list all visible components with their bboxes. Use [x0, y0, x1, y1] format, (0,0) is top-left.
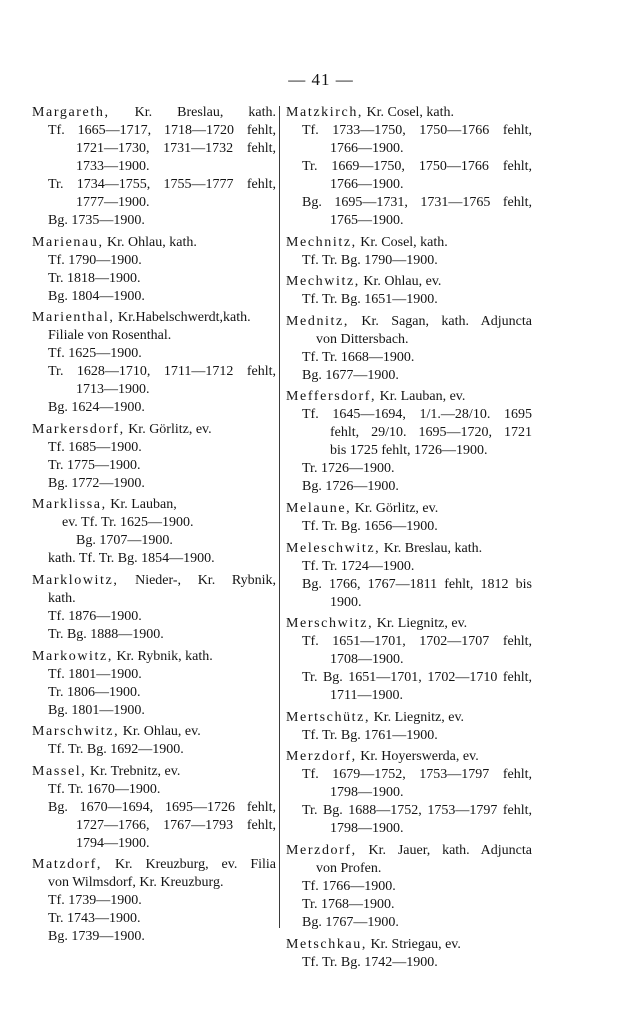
register-entry [32, 496, 276, 568]
entry-line: Tf. 1679—1752, 1753—1797 fehlt, [302, 767, 532, 783]
entry-heading-text: Kr. Breslau, kath. [383, 540, 483, 556]
entry-heading-text: Kr. Rybnik, kath. [116, 648, 213, 664]
entry-heading-text: Kr. Jauer, kath. Adjuncta [368, 842, 532, 858]
entry-heading-text: Nieder-, Kr. Rybnik, [135, 572, 277, 588]
register-entry [286, 709, 532, 745]
entry-line: Tr. 1743—1900. [48, 911, 141, 927]
register-entry [32, 421, 276, 493]
place-name: Merschwitz, [286, 616, 374, 632]
entry-heading-text: Kr. Liegnitz, ev. [376, 616, 468, 632]
entry-line: Tr. 1628—1710, 1711—1712 fehlt, [48, 364, 276, 380]
entry-line: Tf. Tr. 1670—1900. [48, 781, 161, 797]
entry-line: Tf. 1801—1900. [48, 666, 142, 682]
register-entry [286, 388, 532, 496]
entry-line: von Dittersbach. [316, 331, 409, 347]
entry-heading-text: Kr. Cosel, kath. [366, 105, 455, 120]
entry-line: Tf. 1790—1900. [48, 252, 142, 268]
entry-line: Bg. 1767—1900. [302, 914, 399, 930]
entry-line: Tr. 1734—1755, 1755—1777 fehlt, [48, 177, 276, 192]
entry-line: 1798—1900. [330, 785, 404, 801]
entry-line: Bg. 1695—1731, 1731—1765 fehlt, [302, 195, 532, 210]
place-name: Markowitz, [32, 648, 113, 664]
place-name: Meleschwitz, [286, 540, 381, 556]
place-name: Marschwitz, [32, 724, 120, 740]
entry-line: Tr. 1768—1900. [302, 896, 395, 912]
entry-line: Bg. 1670—1694, 1695—1726 fehlt, [48, 799, 276, 815]
place-name: Merzdorf, [286, 749, 357, 765]
entry-heading [32, 234, 276, 252]
register-entry [286, 748, 532, 838]
register-entry [32, 309, 276, 417]
entry-line: 1721—1730, 1731—1732 fehlt, [76, 141, 276, 156]
entry-line: Bg. 1804—1900. [48, 288, 145, 304]
entry-line: Tf. 1685—1900. [48, 439, 142, 455]
entry-heading [286, 842, 532, 860]
entry-line: 1713—1900. [76, 382, 150, 398]
place-name: Marienau, [32, 234, 104, 250]
entry-line: Bg. 1624—1900. [48, 400, 145, 416]
entry-heading-text: Kr. Liegnitz, ev. [373, 709, 465, 725]
entry-line: Bg. 1707—1900. [76, 533, 173, 549]
entry-line: Tf. 1739—1900. [48, 893, 142, 909]
entry-line: Tf. 1645—1694, 1/1.—28/10. 1695 [302, 407, 532, 423]
entry-line: Tf. 1733—1750, 1750—1766 fehlt, [302, 123, 532, 138]
entry-heading-text: Kr. Ohlau, ev. [122, 724, 201, 740]
register-entry [32, 648, 276, 720]
entry-heading [286, 273, 532, 291]
entry-line: Tr. Bg. 1688—1752, 1753—1797 fehlt, [302, 803, 532, 819]
entry-line: Tf. Tr. Bg. 1761—1900. [302, 727, 438, 743]
entry-line: 1765—1900. [330, 213, 404, 228]
entry-line: Bg. 1739—1900. [48, 929, 145, 945]
entry-line: Tr. Bg. 1651—1701, 1702—1710 fehlt, [302, 670, 532, 686]
entry-heading [32, 648, 276, 666]
entry-line: Tf. Tr. Bg. 1790—1900. [302, 252, 438, 268]
register-entry [286, 842, 532, 932]
entry-line: Tf. Tr. 1668—1900. [302, 349, 415, 365]
entry-line: Tf. Tr. Bg. 1742—1900. [302, 954, 438, 970]
place-name: Mednitz, [286, 313, 349, 329]
entry-heading [286, 234, 532, 252]
entry-heading-text: Kr. Görlitz, ev. [354, 500, 439, 516]
place-name: Melaune, [286, 500, 352, 516]
place-name: Matzkirch, [286, 105, 364, 120]
entry-heading-text: Kr. Striegau, ev. [370, 936, 461, 952]
register-entry [32, 234, 276, 306]
entry-line: Tr. 1806—1900. [48, 684, 141, 700]
register-entry [286, 936, 532, 972]
entry-line: von Profen. [316, 860, 382, 876]
place-name: Massel, [32, 763, 87, 779]
entry-line: Tr. Bg. 1888—1900. [48, 626, 164, 642]
entry-line: 1794—1900. [76, 835, 150, 851]
entry-line: Tf. 1625—1900. [48, 346, 142, 362]
entry-line: fehlt, 29/10. 1695—1720, 1721 [330, 425, 532, 441]
entry-line: 1711—1900. [330, 688, 403, 704]
entry-heading [32, 572, 276, 590]
entry-line: bis 1725 fehlt, 1726—1900. [330, 443, 488, 459]
place-name: Mechwitz, [286, 274, 360, 290]
entry-line: 1900. [330, 594, 362, 610]
entry-line: kath. Tf. Tr. Bg. 1854—1900. [48, 551, 215, 567]
entry-line: Filiale von Rosenthal. [48, 328, 172, 344]
entry-heading [286, 104, 532, 122]
register-entry [286, 104, 532, 230]
entry-line: Tr. 1726—1900. [302, 461, 395, 477]
register-entry [32, 856, 276, 946]
right-column [286, 104, 532, 975]
entry-line: Bg. 1677—1900. [302, 367, 399, 383]
place-name: Mechnitz, [286, 234, 357, 250]
place-name: Meffersdorf, [286, 389, 377, 405]
entry-line: Bg. 1726—1900. [302, 479, 399, 495]
entry-line: Tf. 1665—1717, 1718—1720 fehlt, [48, 123, 276, 138]
place-name: Marklissa, [32, 497, 107, 513]
left-column [32, 104, 276, 950]
entry-heading [286, 500, 532, 518]
entry-line: Bg. 1735—1900. [48, 213, 145, 228]
entry-heading-text: Kr. Kreuzburg, ev. Filia [114, 857, 276, 873]
entry-heading-text: Kr. Görlitz, ev. [128, 421, 212, 437]
place-name: Matzdorf, [32, 857, 102, 873]
entry-heading-text: Kr. Cosel, kath. [360, 234, 448, 250]
entry-line: 1708—1900. [330, 652, 404, 668]
register-entry [32, 572, 276, 644]
entry-heading-text: Kr. Ohlau, ev. [363, 274, 442, 290]
entry-line: von Wilmsdorf, Kr. Kreuzburg. [48, 875, 224, 891]
entry-line: 1777—1900. [76, 195, 150, 210]
entry-line: kath. [48, 590, 76, 606]
entry-line: Tf. Tr. Bg. 1692—1900. [48, 742, 184, 758]
entry-line: Bg. 1772—1900. [48, 475, 145, 491]
register-entry [286, 273, 532, 309]
entry-heading [32, 723, 276, 741]
entry-heading [286, 540, 532, 558]
place-name: Metschkau, [286, 936, 367, 952]
place-name: Markersdorf, [32, 421, 125, 437]
column-divider [279, 106, 280, 928]
entry-line: Tr. 1818—1900. [48, 270, 141, 286]
entry-heading [286, 748, 532, 766]
entry-line: Tf. Tr. Bg. 1651—1900. [302, 292, 438, 308]
page-number: — 41 — [288, 70, 354, 89]
place-name: Mertschütz, [286, 709, 371, 725]
entry-line: 1766—1900. [330, 177, 404, 192]
entry-heading [32, 421, 276, 439]
register-entry [286, 500, 532, 536]
register-entry [286, 313, 532, 385]
entry-line: Tf. 1876—1900. [48, 608, 142, 624]
entry-heading [286, 615, 532, 633]
entry-heading-text: Kr. Ohlau, kath. [107, 234, 197, 250]
entry-heading-text: Kr. Lauban, ev. [379, 389, 466, 405]
entry-heading [32, 309, 276, 327]
place-name: Merzdorf, [286, 842, 357, 858]
register-entry [32, 104, 276, 230]
entry-line: 1766—1900. [330, 141, 404, 156]
entry-line: Bg. 1766, 1767—1811 fehlt, 1812 bis [302, 576, 532, 592]
register-entry [32, 723, 276, 759]
entry-heading-text: Kr.Habelschwerdt,kath. [118, 310, 251, 326]
entry-heading [32, 104, 276, 122]
entry-heading-text: Kr. Breslau, kath. [134, 105, 277, 120]
entry-heading [286, 388, 532, 406]
entry-line: Tf. Tr. Bg. 1656—1900. [302, 518, 438, 534]
entry-line: 1798—1900. [330, 821, 404, 837]
entry-line: Bg. 1801—1900. [48, 702, 145, 718]
entry-heading [286, 709, 532, 727]
place-name: Marklowitz, [32, 572, 119, 588]
entry-line: Tf. Tr. 1724—1900. [302, 558, 415, 574]
entry-line: ev. Tf. Tr. 1625—1900. [62, 515, 194, 531]
entry-heading-text: Kr. Hoyerswerda, ev. [360, 749, 479, 765]
entry-line: Tf. 1651—1701, 1702—1707 fehlt, [302, 634, 532, 650]
entry-heading [286, 313, 532, 331]
entry-heading [32, 496, 276, 514]
entry-heading-text: Kr. Lauban, [110, 497, 177, 513]
register-entry [286, 540, 532, 612]
place-name: Margareth, [32, 105, 110, 120]
entry-heading-text: Kr. Trebnitz, ev. [89, 763, 181, 779]
entry-line: Tf. 1766—1900. [302, 878, 396, 894]
entry-heading [286, 936, 532, 954]
entry-line: Tr. 1669—1750, 1750—1766 fehlt, [302, 159, 532, 174]
entry-heading [32, 763, 276, 781]
entry-heading [32, 856, 276, 874]
entry-heading-text: Kr. Sagan, kath. Adjuncta [361, 313, 532, 329]
place-name: Marienthal, [32, 310, 115, 326]
entry-line: Tr. 1775—1900. [48, 457, 141, 473]
register-entry [32, 763, 276, 853]
entry-line: 1727—1766, 1767—1793 fehlt, [76, 817, 276, 833]
register-entry [286, 234, 532, 270]
register-entry [286, 615, 532, 705]
entry-line: 1733—1900. [76, 159, 150, 174]
